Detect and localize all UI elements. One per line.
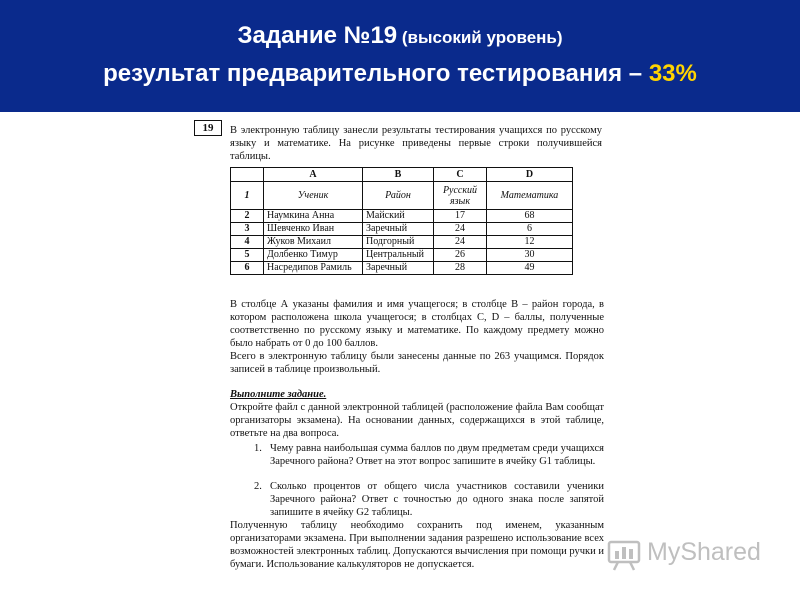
table-row: [231, 223, 573, 236]
result-percent: 33%: [648, 60, 697, 87]
closing-paragraph: Полученную таблицу необходимо сохранить под именем, указанным организаторами экзамена. При выполнении задания разрешено использование всех возможностей электронных таблиц. Допускаются вычисления при помощи ручки и бумаги. Использование калькуляторов не допускается.: [230, 520, 604, 570]
cell-district: Майский: [363, 210, 434, 223]
slide-title: [0, 22, 800, 50]
question-text: Сколько процентов от общего числа участников составили ученики Заречного района? Ответ с точностью до одного знака после запятой запишите в ячейку G2 таблицы.: [270, 481, 604, 518]
row-number: 4: [231, 236, 264, 249]
question-2: [254, 480, 604, 519]
column-header: D: [487, 168, 573, 182]
table-row: [231, 210, 573, 223]
question-text: Чему равна наибольшая сумма баллов по двум предметам среди учащихся Заречного района? Ответ на этот вопрос запишите в ячейку G1 таблицы.: [270, 443, 604, 467]
question-1: [254, 442, 604, 468]
caption-cell: Русский язык: [434, 182, 487, 210]
cell-math: 49: [487, 262, 573, 275]
row-number: 6: [231, 262, 264, 275]
caption-cell: Ученик: [264, 182, 363, 210]
caption-cell: Район: [363, 182, 434, 210]
intro-paragraph: В электронную таблицу занесли результаты тестирования учащихся по русскому языку и математике. На рисунке приведены первые строки получившейся таблицы.: [230, 125, 602, 162]
cell-rus: 24: [434, 236, 487, 249]
table-row: [231, 236, 573, 249]
cell-district: Заречный: [363, 262, 434, 275]
table-row: [231, 182, 573, 210]
cell-district: Заречный: [363, 223, 434, 236]
question-number: 2.: [254, 481, 262, 492]
cell-name: Долбенко Тимур: [264, 249, 363, 262]
row-number: 5: [231, 249, 264, 262]
cell-district: Центральный: [363, 249, 434, 262]
subtitle-text: результат предварительного тестирования –: [103, 60, 649, 87]
cell-rus: 24: [434, 223, 487, 236]
corner-cell: [231, 168, 264, 182]
column-header: A: [264, 168, 363, 182]
task-instructions: Откройте файл с данной электронной таблицей (расположение файла Вам сообщат организаторы экзамена). На основании данных, содержащихся в этой таблице, ответьте на два вопроса.: [230, 402, 604, 439]
cell-name: Шевченко Иван: [264, 223, 363, 236]
cell-math: 12: [487, 236, 573, 249]
cell-name: Насредипов Рамиль: [264, 262, 363, 275]
slide-subtitle: [0, 60, 800, 88]
presentation-board-icon: [607, 539, 641, 578]
caption-cell: Математика: [487, 182, 573, 210]
table-row: [231, 262, 573, 275]
cell-rus: 26: [434, 249, 487, 262]
task-document: [194, 118, 606, 590]
cell-name: Жуков Михаил: [264, 236, 363, 249]
cell-name: Наумкина Анна: [264, 210, 363, 223]
column-letter-row: [231, 168, 573, 182]
description-block: [230, 298, 604, 376]
cell-math: 6: [487, 223, 573, 236]
myshared-watermark: [607, 537, 767, 573]
row-number: 3: [231, 223, 264, 236]
column-header: B: [363, 168, 434, 182]
watermark-text: MyShared: [647, 538, 761, 566]
records-note: Всего в электронную таблицу были занесены данные по 263 учащимся. Порядок записей в таблице произвольный.: [230, 351, 604, 375]
title-main: Задание №19: [237, 22, 398, 49]
title-level: (высокий уровень): [397, 28, 563, 47]
cell-rus: 28: [434, 262, 487, 275]
spreadsheet-table: [230, 167, 573, 275]
row-number: 2: [231, 210, 264, 223]
question-number: 1.: [254, 443, 262, 454]
column-header: C: [434, 168, 487, 182]
task-heading: Выполните задание.: [230, 389, 327, 400]
cell-math: 68: [487, 210, 573, 223]
cell-district: Подгорный: [363, 236, 434, 249]
table-row: [231, 249, 573, 262]
columns-description: В столбце А указаны фамилия и имя учащегося; в столбце В – район города, в котором расположена школа учащегося; в столбцах С, D – баллы, полученные соответственно по русскому языку и математике. По каждому предмету можно было набрать от 0 до 100 баллов.: [230, 299, 604, 349]
task-number-box: 19: [194, 120, 222, 136]
row-number: 1: [231, 182, 264, 210]
title-banner: [0, 0, 800, 112]
cell-rus: 17: [434, 210, 487, 223]
cell-math: 30: [487, 249, 573, 262]
